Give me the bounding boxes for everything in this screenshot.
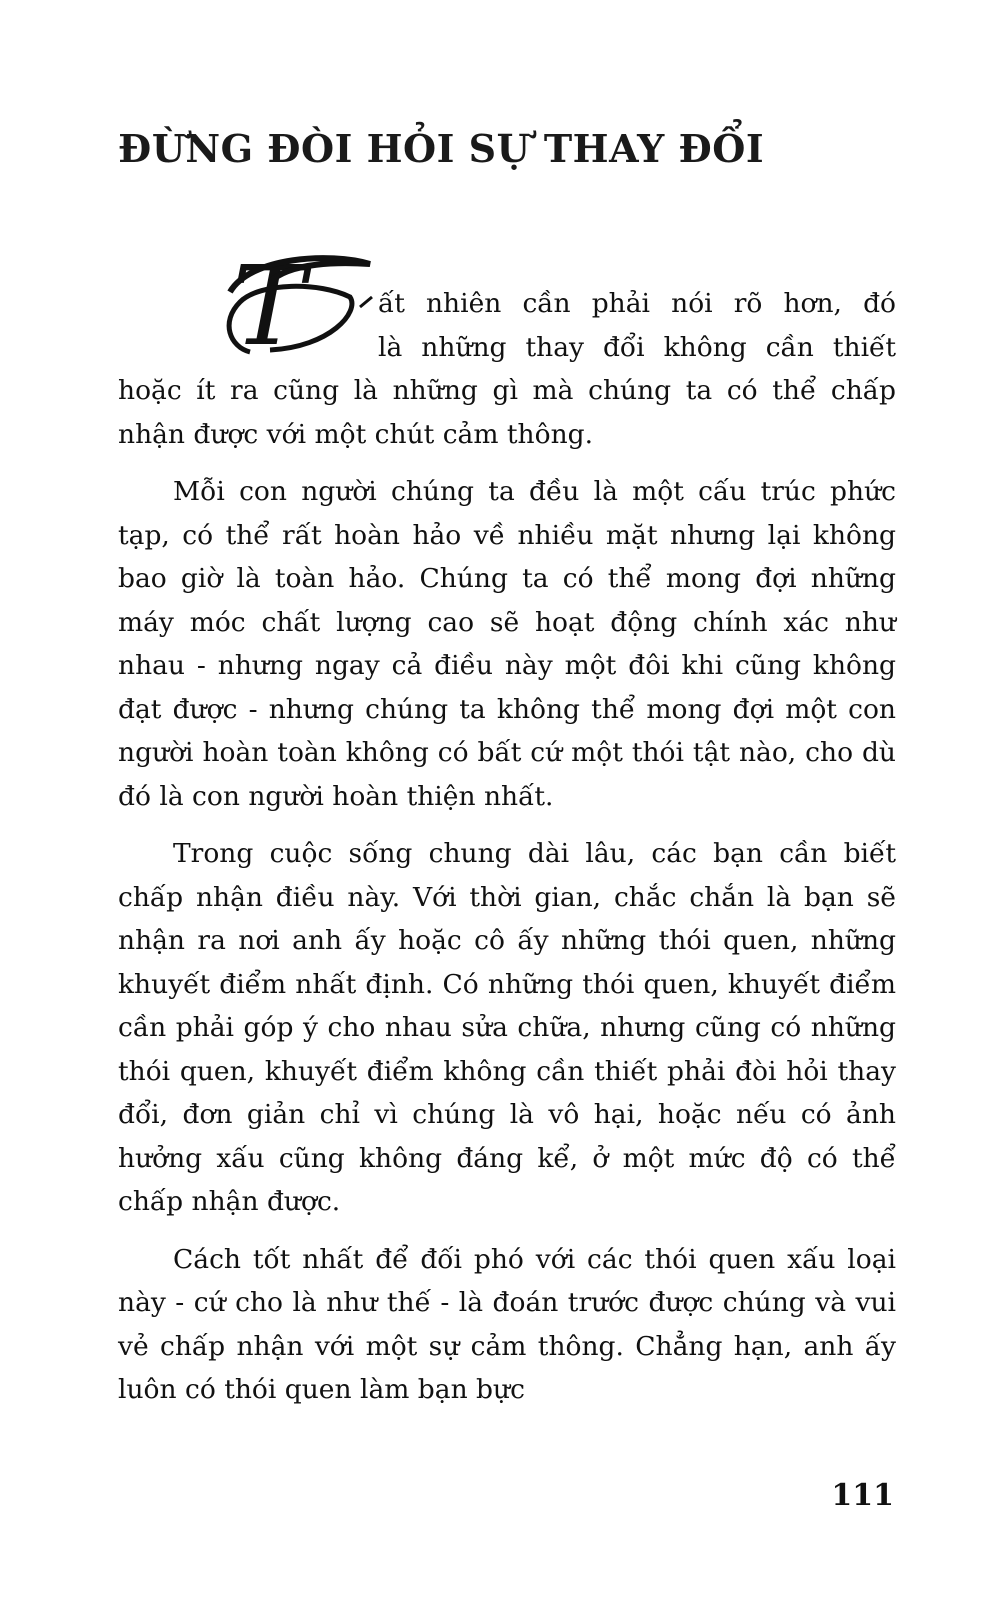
paragraph-3: Trong cuộc sống chung dài lâu, các bạn cần biết chấp nhận điều này. Với thời gian, chắc chắn là bạn sẽ nhận ra nơi anh ấy hoặc cô ấy những thói quen, những khuyết điểm nhất định. Có những thói quen, khuyết điểm cần phải góp ý cho nhau sửa chữa, nhưng cũng có những thói quen, khuyết điểm không cần thiết phải đòi hỏi thay đổi, đơn giản chỉ vì chúng là vô hại, hoặc nếu có ảnh hưởng xấu cũng không đáng kể, ở một mức độ có thể chấp nhận được. <box>118 838 896 1217</box>
body-text <box>118 252 896 1412</box>
first-paragraph <box>118 252 896 456</box>
paragraph-1-rest: hoặc ít ra cũng là những gì mà chúng ta có thể chấp nhận được với một chút cảm thông. <box>118 375 896 450</box>
paragraph-4: Cách tốt nhất để đối phó với các thói quen xấu loại này - cứ cho là như thế - là đoán trước được chúng và vui vẻ chấp nhận với một sự cảm thông. Chẳng hạn, anh ấy luôn có thói quen làm bạn bực <box>118 1243 896 1405</box>
page-number: 111 <box>831 1478 894 1513</box>
dropcap-t-ornament <box>210 252 380 362</box>
page-title: ĐỪNG ĐÒI HỎI SỰ THAY ĐỔI <box>118 126 765 171</box>
paragraph-1-line-1: ất nhiên cần phải nói rõ hơn, đó <box>378 288 896 319</box>
paragraph-1-line-2: là những thay đổi không cần thiết <box>378 331 896 363</box>
dropcap-letter: T <box>232 252 306 362</box>
paragraph-2: Mỗi con người chúng ta đều là một cấu trúc phức tạp, có thể rất hoàn hảo về nhiều mặt nhưng lại không bao giờ là toàn hảo. Chúng ta có thể mong đợi những máy móc chất lượng cao sẽ hoạt động chính xác như nhau - nhưng ngay cả điều này một đôi khi cũng không đạt được - nhưng chúng ta không thể mong đợi một con người hoàn toàn không có bất cứ một thói tật nào, cho dù đó là con người hoàn thiện nhất. <box>118 476 896 812</box>
